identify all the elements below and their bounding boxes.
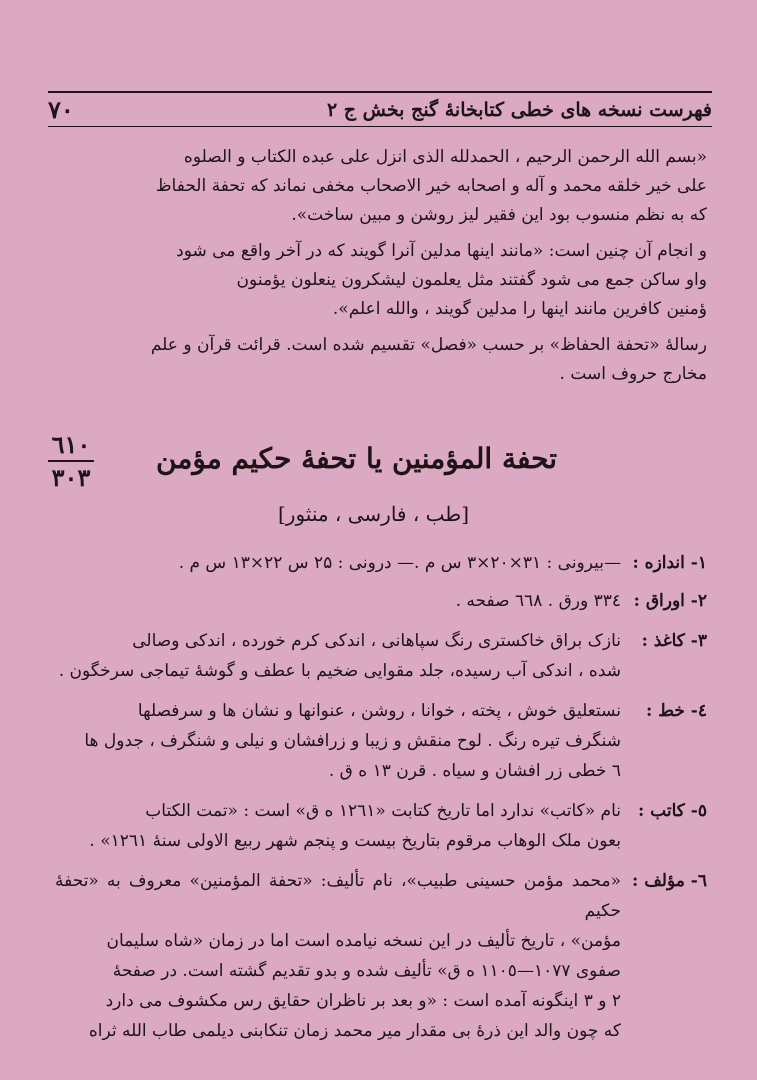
entry-label: ۳- کاغذ :	[641, 631, 707, 651]
fraction-bar	[48, 460, 94, 462]
text-line: شنگرف تیره رنگ . لوح منقش و زیبا و زرافشان و نیلی و شنگرف ، جدول ها	[84, 731, 621, 751]
ending-paragraph	[55, 237, 707, 324]
catalog-number-bottom: ٣٠٣	[51, 463, 91, 492]
text-line: و انجام آن چنین است: «مانند اینها مدلین آنرا گویند که در آخر واقع می شود	[176, 241, 707, 261]
intro-paragraph	[55, 143, 707, 230]
entry-text	[55, 696, 621, 786]
text-line: بعون ملک الوهاب مرقوم بتاریخ بیست و پنجم شهر ربیع الاولی سنهٔ ١٢٦١» .	[89, 831, 621, 851]
description-entries	[55, 548, 707, 1046]
entry-label: ٦- مؤلف :	[632, 871, 707, 891]
title-section	[40, 430, 707, 540]
text-line: «محمد مؤمن حسینی طبیب»، نام تألیف: «تحفة المؤمنین» معروف به «تحفهٔ حکیم	[55, 871, 621, 921]
entry-leaves	[55, 586, 707, 616]
catalog-number	[48, 430, 94, 492]
text-line: نازک براق خاکستری رنگ سپاهانی ، اندکی کرم خورده ، اندکی وصالی	[132, 631, 621, 651]
entry-author	[55, 866, 707, 1046]
text-line: ٢ و ٣ اینگونه آمده است : «و بعد بر ناظران حقایق رس مکشوف می دارد	[105, 991, 621, 1011]
header-bottom-rule	[48, 126, 712, 127]
entry-text	[55, 796, 621, 856]
entry-label: ٤- خط :	[646, 701, 707, 721]
work-subtitle: [طب ، فارسی ، منثور]	[277, 502, 469, 526]
text-line: ٣٣٤ ورق . ٦٦٨ صفحه .	[455, 591, 621, 611]
entry-label: ۱- اندازه :	[632, 553, 707, 573]
entry-label: ٥- کاتب :	[637, 801, 707, 821]
text-line: که به نظم منسوب بود این فقیر لیز روشن و مبین ساخت».	[291, 205, 707, 225]
entry-paper	[55, 626, 707, 686]
work-title: تحفة المؤمنین یا تحفهٔ حکیم مؤمن	[156, 442, 557, 475]
text-line: مخارج حروف است .	[559, 364, 707, 384]
page-header	[48, 93, 712, 126]
entry-text	[55, 586, 621, 616]
text-line: مؤمن» ، تاریخ تألیف در این نسخه نیامده است اما در زمان «شاه سلیمان	[106, 931, 621, 951]
text-line: نام «کاتب» ندارد اما تاریخ کتابت «١٢٦١ ه ق» است : «تمت الکتاب	[145, 801, 621, 821]
text-line: ؤمنین کافرین مانند اینها را مدلین گویند ، والله اعلم».	[332, 299, 707, 319]
text-line: ٦ خطی زر افشان و سیاه . قرن ١٣ ه ق .	[328, 761, 621, 781]
running-title: فهرست نسخه های خطی کتابخانهٔ گنج بخش ج ۲	[326, 98, 712, 121]
text-line: «بسم الله الرحمن الرحیم ، الحمدلله الذی انزل علی عبده الکتاب و الصلوه	[183, 147, 707, 167]
entry-script	[55, 696, 707, 786]
entry-text	[55, 626, 621, 686]
text-line: واو ساکن جمع می شود گفتند مثل یعلمون لیشکرون ینعلون یؤمنون	[236, 270, 707, 290]
entry-size	[55, 548, 707, 578]
text-line: که چون والد این ذرهٔ بی مقدار میر محمد زمان تنکابنی دیلمی طاب الله ثراه	[88, 1021, 621, 1041]
text-line: صفوی ١٠٧٧—١١٠٥ ه ق» تألیف شده و بدو تقدیم گشته است. در صفحهٔ	[112, 961, 621, 981]
text-line: نستعلیق خوش ، پخته ، خوانا ، روشن ، عنوانها و نشان ها و سرفصلها	[137, 701, 621, 721]
page-number: ۷۰	[48, 95, 74, 124]
summary-paragraph	[55, 331, 707, 389]
text-line: شده ، اندکی آب رسیده، جلد مقوایی ضخیم با عطف و گوشهٔ تیماجی سرخگون .	[58, 661, 621, 681]
text-line: علی خیر خلقه محمد و آله و اصحابه خیر الاصحاب مخفی نماند که تحفة الحفاظ	[155, 176, 707, 196]
text-line: رسالهٔ «تحفة الحفاظ» بر حسب «فصل» تقسیم شده است. قرائت قرآن و علم	[150, 335, 707, 355]
entry-text	[55, 866, 621, 1046]
catalog-number-top: ٦١٠	[51, 430, 91, 459]
entry-label: ۲- اوراق :	[633, 591, 707, 611]
text-line: —بیرونی : ۳۱×۲۰×۳ س م .— درونی : ۲۵ س ۲۲×۱۳ س م .	[178, 553, 621, 573]
entry-scribe	[55, 796, 707, 856]
entry-text	[55, 548, 621, 578]
